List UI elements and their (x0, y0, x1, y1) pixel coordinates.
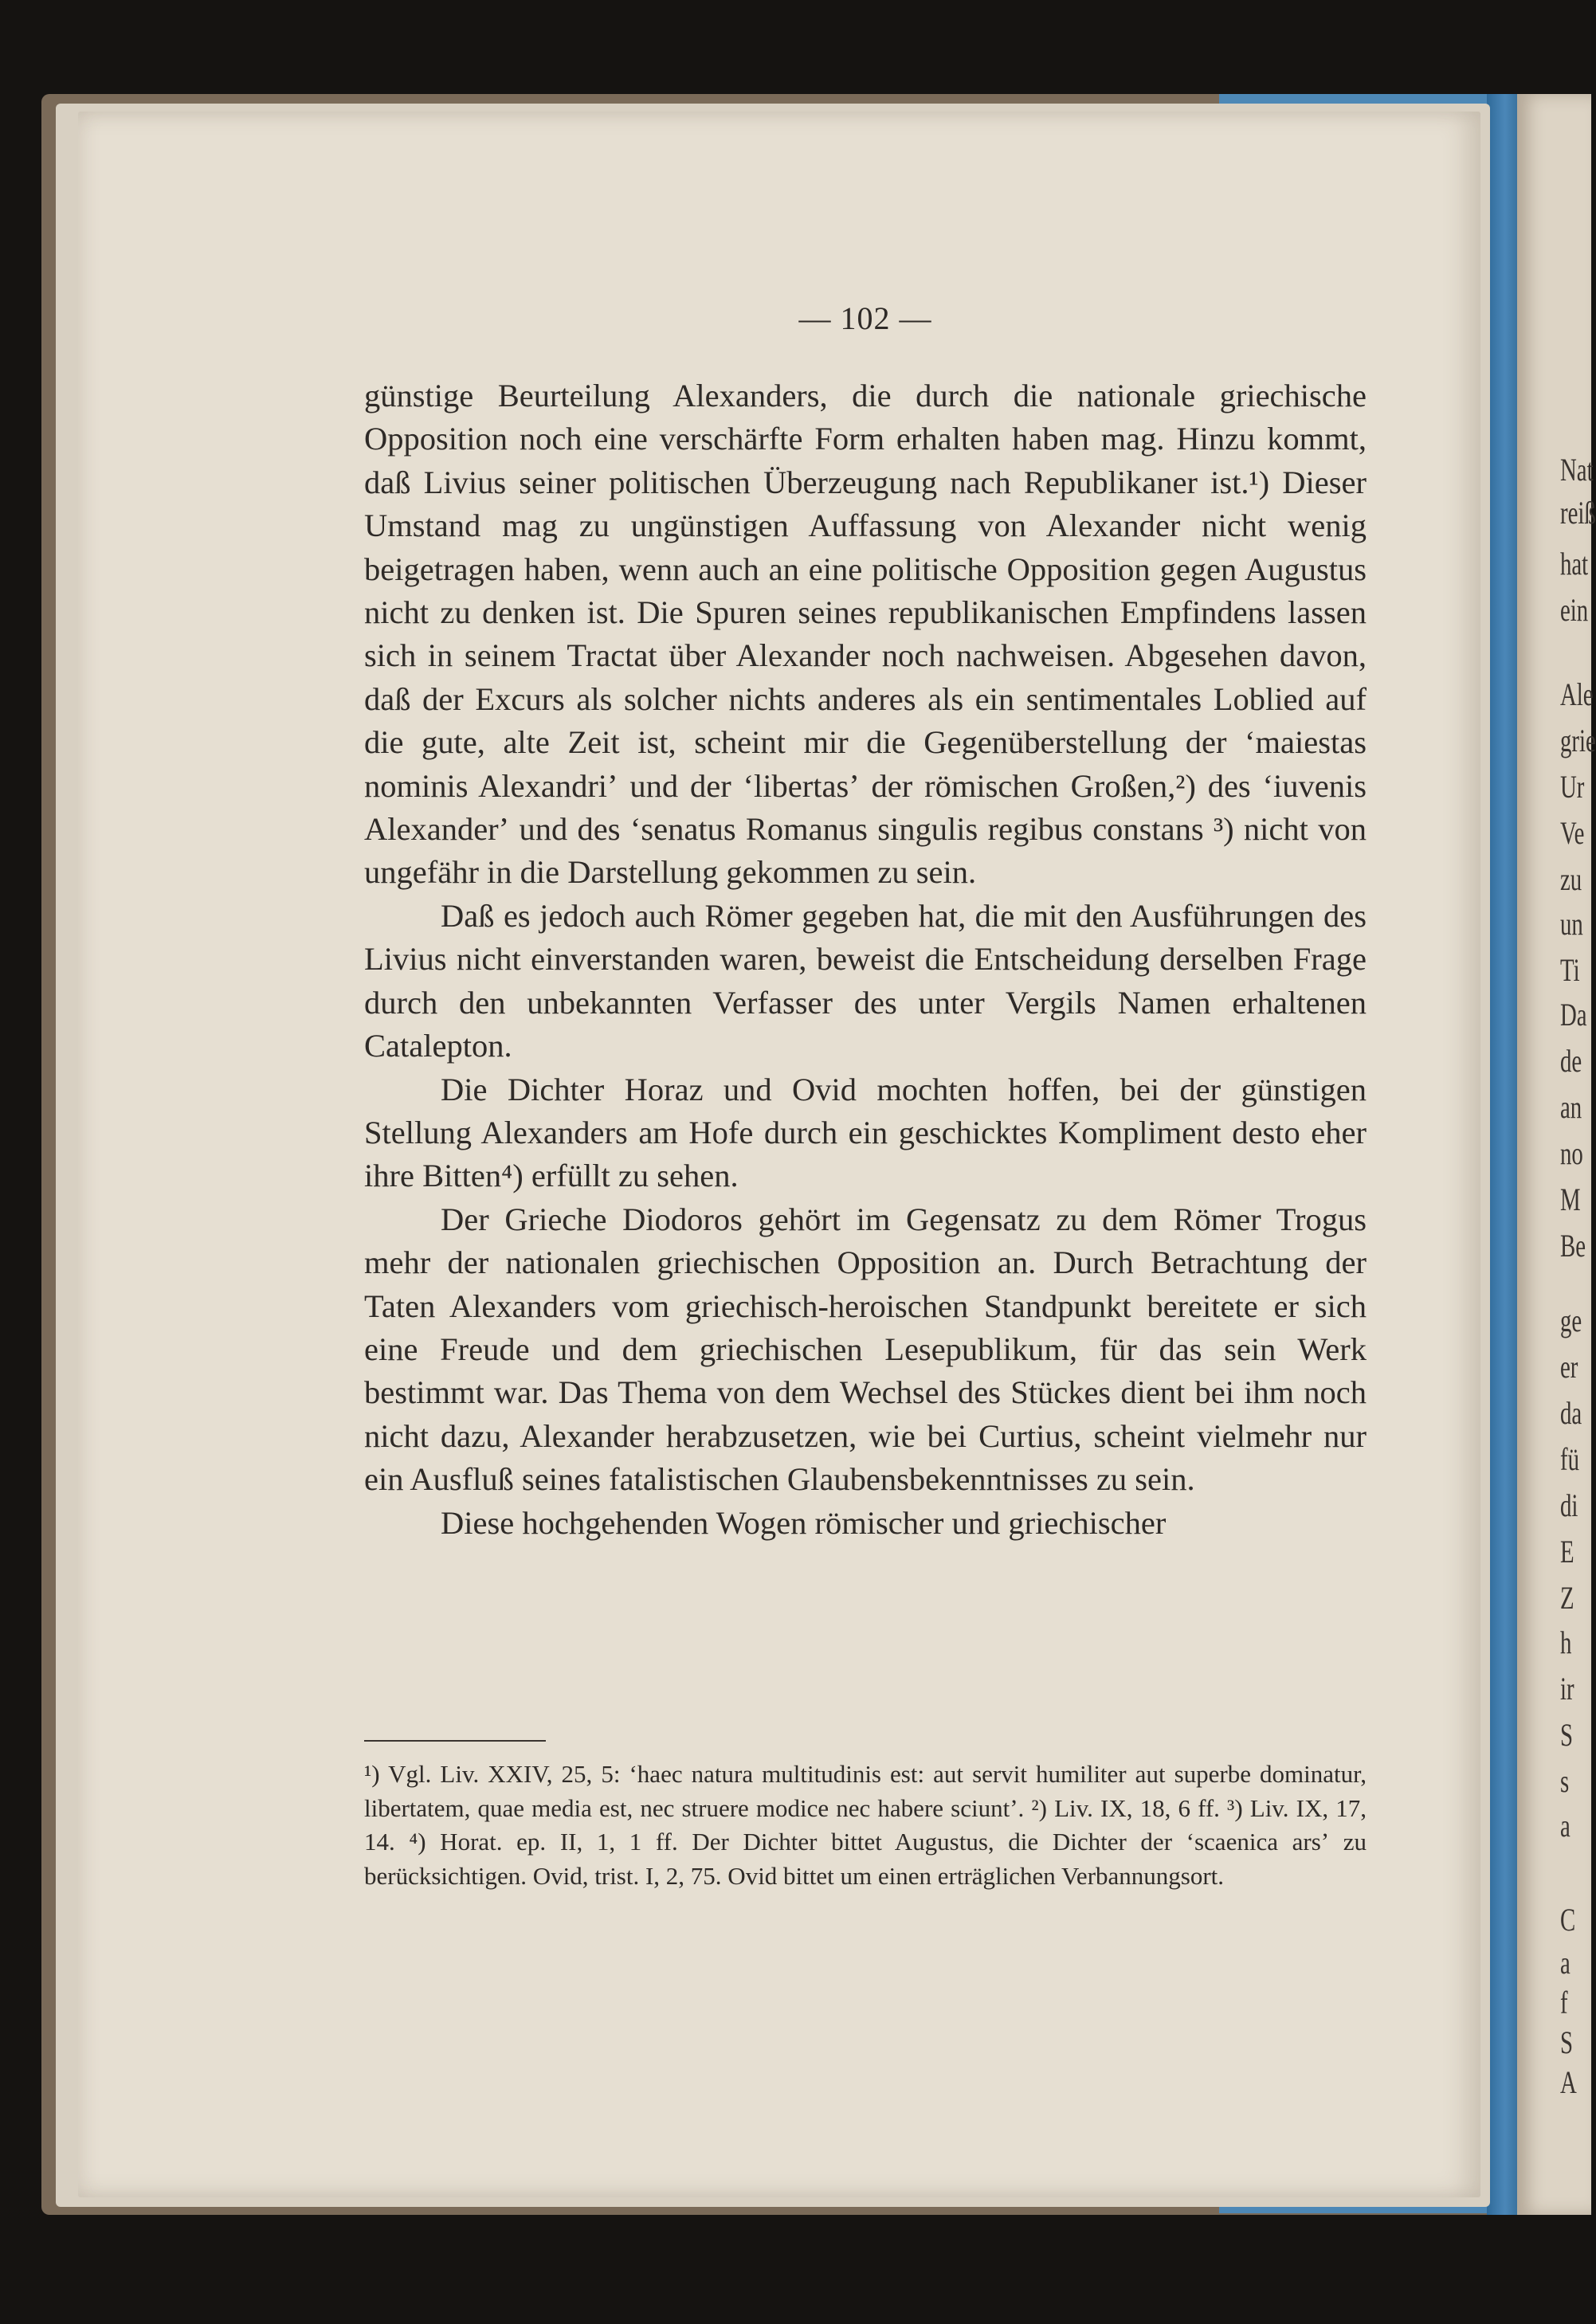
facing-fragment: S (1560, 1717, 1574, 1753)
paragraph: Daß es jedoch auch Römer gegeben hat, die mit den Ausführungen des Livius nicht einverstanden waren, beweist die Entscheidung derselben Frage durch den unbekannten Verfasser des unter Vergils Namen erhaltenen Catalepton. (364, 897, 1367, 1064)
facing-fragment: A (1560, 2064, 1577, 2100)
paragraph: Der Grieche Diodoros gehört im Gegensatz zu dem Römer Trogus mehr der nationalen griechischen Opposition an. Durch Betrachtung der Taten Alexanders vom griechisch-heroischen Standpunkt bereitete er sich eine Freude und dem griechischen Lesepublikum, für das sein Werk bestimmt war. Das Thema von dem Wechsel des Stückes dient bei ihm noch nicht dazu, Alexander herabzusetzen, wie bei Curtius, scheint vielmehr nur ein Ausfluß seines fatalistischen Glaubensbekenntnisses zu sein. (364, 1201, 1367, 1498)
facing-fragment: de (1560, 1043, 1582, 1079)
facing-fragment: Nat (1560, 452, 1594, 488)
facing-fragment: er (1560, 1349, 1578, 1385)
footnotes (364, 1758, 1367, 1893)
paragraph: Diese hochgehenden Wogen römischer und griechischer (441, 1504, 1167, 1541)
facing-fragment: ein (1560, 592, 1589, 628)
facing-fragment: Ti (1560, 952, 1580, 988)
facing-fragment: di (1560, 1487, 1578, 1523)
facing-fragment: an (1560, 1089, 1582, 1125)
facing-fragment: Ve (1560, 815, 1585, 851)
facing-fragment: zu (1560, 861, 1582, 897)
facing-fragment: s (1560, 1763, 1570, 1799)
facing-fragment: ir (1560, 1671, 1574, 1707)
facing-fragment: un (1560, 906, 1583, 942)
paragraph: günstige Beurteilung Alexanders, die durch die nationale griechische Opposition noch eine verschärfte Form erhalten haben mag. Hinzu kommt, daß Livius seiner politischen Überzeugung nach Republikaner ist.¹) Dieser Umstand mag zu ungünstigen Auffassung von Alexander nicht wenig beigetragen haben, wenn auch an eine politische Opposition gegen Augustus nicht zu denken ist. Die Spuren seines republikanischen Empfindens lassen sich in seinem Tractat über Alexander noch nachweisen. Abgesehen davon, daß der Excurs als solcher nichts anderes als ein sentimentales Loblied auf die gute, alte Zeit ist, scheint mir die Gegenüberstellung der ʻmaiestas nominis Alexandriʼ und der ʻlibertasʼ der römischen Großen,²) des ʻiuvenis Alexanderʼ und des ʻsenatus Romanus singulis regibus constans ³) nicht von ungefähr in die Darstellung gekommen zu sein. (364, 378, 1367, 891)
facing-fragment: h (1560, 1624, 1572, 1660)
facing-fragment: Be (1560, 1228, 1586, 1264)
footnote-divider (364, 1740, 546, 1742)
facing-fragment: a (1560, 1945, 1571, 1981)
footnote-text: ¹) Vgl. Liv. XXIV, 25, 5: ʻhaec natura multitudinis est: aut servit humiliter aut superbe dominatur, libertatem, quae media est, nec struere modice nec habere sciuntʼ. ²) Liv. IX, 18, 6 ff. ³) Liv. IX, 17, 14. ⁴) Horat. ep. II, 1, 1 ff. Der Dichter bittet Augustus, die Dichter der ʻscaenica arsʼ zu berücksichtigen. Ovid, trist. I, 2, 75. Ovid bittet um einen erträglichen Verbannungsort. (364, 1760, 1367, 1890)
facing-fragment: S (1560, 2024, 1574, 2060)
facing-fragment: E (1560, 1534, 1574, 1570)
body-text (364, 374, 1367, 1545)
facing-fragment: M (1560, 1182, 1581, 1217)
facing-fragment: no (1560, 1135, 1583, 1171)
paragraph: Die Dichter Horaz und Ovid mochten hoffen, bei der günstigen Stellung Alexanders am Hofe durch ein geschicktes Kompliment desto eher ihre Bitten⁴) erfüllt zu sehen. (364, 1071, 1367, 1194)
facing-fragment: reiß (1560, 495, 1596, 531)
facing-fragment: ge (1560, 1303, 1582, 1338)
facing-fragment: hat (1560, 546, 1589, 582)
facing-fragment: da (1560, 1395, 1582, 1431)
facing-fragment: grie (1560, 723, 1596, 758)
binding-spine (1487, 94, 1517, 2215)
facing-page (1517, 94, 1596, 2215)
facing-fragment: Ale (1560, 676, 1594, 712)
facing-fragment: Ur (1560, 769, 1585, 805)
facing-fragment: C (1560, 1902, 1576, 1938)
facing-fragment: a (1560, 1808, 1571, 1844)
facing-fragment: f (1560, 1985, 1568, 2020)
facing-fragment: Z (1560, 1580, 1574, 1616)
page-number: — 102 — (798, 300, 932, 336)
facing-fragment: Da (1560, 997, 1587, 1033)
facing-fragment: fü (1560, 1441, 1579, 1477)
